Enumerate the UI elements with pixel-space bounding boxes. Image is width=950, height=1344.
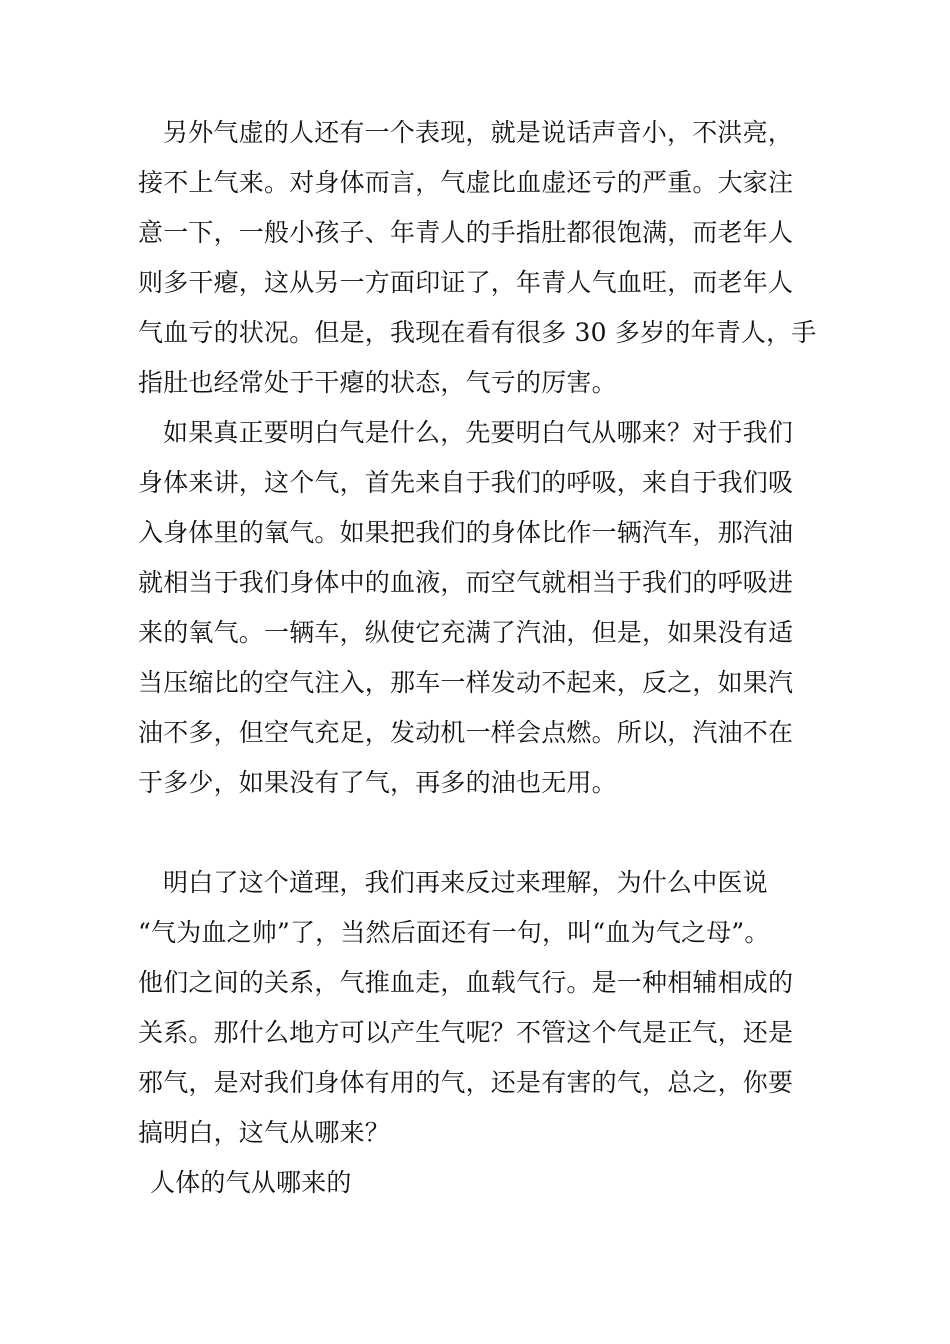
paragraph-2-line-6: 当压缩比的空气注入，那车一样发动不起来，反之，如果汽: [138, 668, 794, 697]
paragraph-2-line-8: 于多少，如果没有了气，再多的油也无用。: [138, 768, 617, 797]
paragraph-3-line-3: 他们之间的关系，气推血走，血载气行。是一种相辅相成的: [138, 968, 794, 997]
paragraph-1-line-3: 意一下，一般小孩子、年青人的手指肚都很饱满，而老年人: [138, 218, 794, 247]
paragraph-1-line-5: 气血亏的状况。但是，我现在看有很多 30 多岁的年青人，手: [138, 318, 817, 347]
paragraph-2-line-1: 如果真正要明白气是什么，先要明白气从哪来？对于我们: [163, 418, 794, 447]
paragraph-3-line-4: 关系。那什么地方可以产生气呢？不管这个气是正气，还是: [138, 1018, 794, 1047]
paragraph-2-line-4: 就相当于我们身体中的血液，而空气就相当于我们的呼吸进: [138, 568, 794, 597]
paragraph-2-line-5: 来的氧气。一辆车，纵使它充满了汽油，但是，如果没有适: [138, 618, 794, 647]
paragraph-2-line-2: 身体来讲，这个气，首先来自于我们的呼吸，来自于我们吸: [138, 468, 794, 497]
paragraph-2-line-7: 油不多，但空气充足，发动机一样会点燃。所以，汽油不在: [138, 718, 794, 747]
paragraph-3-line-2: “气为血之帅”了，当然后面还有一句，叫“血为气之母”。: [138, 918, 770, 947]
paragraph-3-line-6: 搞明白，这气从哪来？: [138, 1118, 391, 1147]
paragraph-3-line-1: 明白了这个道理，我们再来反过来理解，为什么中医说: [163, 868, 768, 897]
paragraph-2-line-3: 入身体里的氧气。如果把我们的身体比作一辆汽车，那汽油: [138, 518, 794, 547]
paragraph-1-line-6: 指肚也经常处于干瘪的状态，气亏的厉害。: [138, 368, 617, 397]
paragraph-1-line-1: 另外气虚的人还有一个表现，就是说话声音小，不洪亮，: [163, 118, 794, 147]
section-heading: 人体的气从哪来的: [150, 1168, 352, 1197]
paragraph-1-line-2: 接不上气来。对身体而言，气虚比血虚还亏的严重。大家注: [138, 168, 794, 197]
paragraph-1-line-4: 则多干瘪，这从另一方面印证了，年青人气血旺，而老年人: [138, 268, 794, 297]
paragraph-3-line-5: 邪气，是对我们身体有用的气，还是有害的气，总之，你要: [138, 1068, 794, 1097]
